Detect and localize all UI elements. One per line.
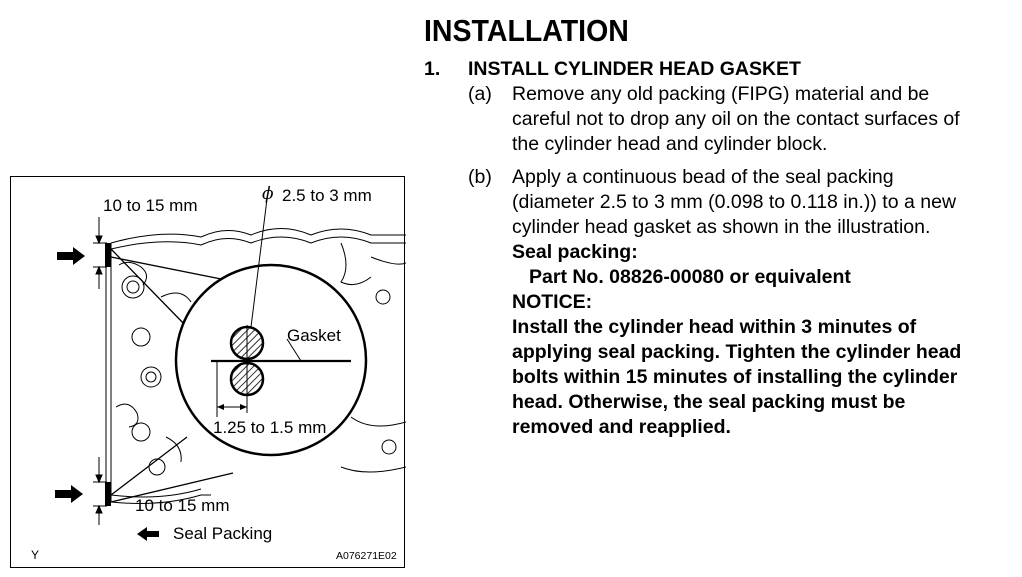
dim-top-label: 10 to 15 mm (103, 196, 198, 215)
notice-line: removed and reapplied. (512, 416, 731, 438)
spec-label: Seal packing: (512, 241, 638, 263)
substep-a (424, 82, 1016, 157)
legend-label: Seal Packing (173, 524, 273, 543)
figure-id: A076271E02 (336, 550, 397, 562)
installation-text (424, 14, 1016, 440)
substep-a-label: (a) (468, 83, 492, 105)
spec-value: Part No. 08826-00080 or equivalent (529, 266, 851, 288)
offset-label: 1.25 to 1.5 mm (213, 418, 327, 437)
substep-a-line: careful not to drop any oil on the contact surfaces of (512, 108, 960, 130)
substep-b-line: cylinder head gasket as shown in the illustration. (512, 216, 931, 238)
step-title: INSTALL CYLINDER HEAD GASKET (468, 58, 801, 80)
notice-line: bolts within 15 minutes of installing the cylinder (512, 366, 958, 388)
page-title: INSTALLATION (424, 13, 629, 48)
pointer-arrows (55, 247, 85, 503)
step-1 (424, 57, 1016, 440)
legend-arrow-icon (137, 527, 159, 541)
edge-dimension-lines (93, 217, 107, 525)
corner-letter: Y (31, 548, 40, 562)
substep-b (424, 165, 1016, 440)
notice-line: applying seal packing. Tighten the cylinder head (512, 341, 962, 363)
step-number: 1. (424, 58, 441, 80)
gasket-illustration (10, 176, 405, 568)
gasket-label: Gasket (287, 326, 341, 345)
notice-line: head. Otherwise, the seal packing must be (512, 391, 906, 413)
dim-bottom-label: 10 to 15 mm (135, 496, 230, 515)
seal-bead-bottom (231, 363, 263, 395)
substep-a-line: the cylinder head and cylinder block. (512, 133, 828, 155)
diameter-symbol: ϕ (262, 184, 274, 204)
diameter-label: 2.5 to 3 mm (282, 186, 372, 205)
substep-b-line: (diameter 2.5 to 3 mm (0.098 to 0.118 in.)) to a new (512, 191, 957, 213)
substep-a-line: Remove any old packing (FIPG) material and be (512, 83, 930, 105)
notice-label: NOTICE: (512, 291, 593, 313)
substep-b-label: (b) (468, 166, 492, 188)
seal-bead-top (231, 327, 263, 359)
notice-line: Install the cylinder head within 3 minutes of (512, 316, 917, 338)
substep-b-line: Apply a continuous bead of the seal packing (512, 166, 894, 188)
